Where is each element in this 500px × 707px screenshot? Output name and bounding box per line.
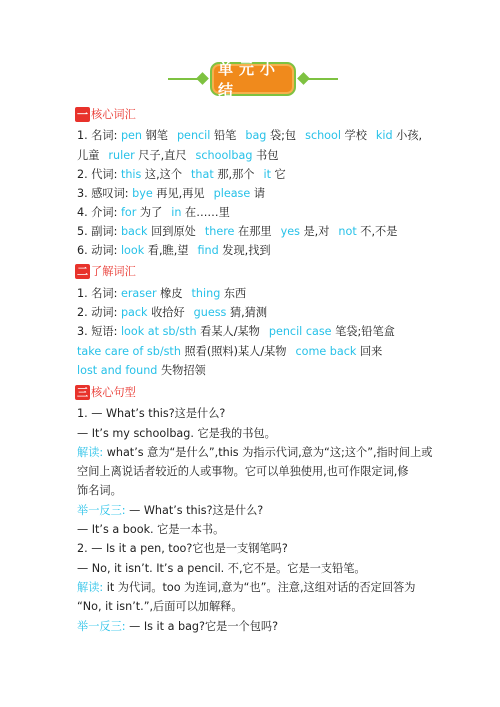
section-title: 了解词汇 <box>91 265 136 278</box>
vocab-line: 儿童 ruler 尺子,直尺 schoolbag 书包 <box>77 149 279 162</box>
sentence-line: 饰名词。 <box>77 484 122 497</box>
vocab-line: 2. 代词: this 这,这个 that 那,那个 it 它 <box>77 168 286 181</box>
practice-label: 举一反三: <box>77 620 126 633</box>
section-header-extra-vocab <box>75 263 136 279</box>
vocab-line: 6. 动词: look 看,瞧,望 find 发现,找到 <box>77 244 271 257</box>
explain-label: 解读: <box>77 581 104 594</box>
section-header-core-vocab <box>75 106 136 122</box>
sentence-line: — It’s a book. 它是一本书。 <box>77 523 225 536</box>
vocab-line: lost and found 失物招领 <box>77 364 206 377</box>
sentence-line: 举一反三: — Is it a bag?它是一个包吗? <box>77 620 279 633</box>
banner-title-box <box>210 60 296 99</box>
explain-label: 解读: <box>77 446 104 459</box>
sentence-line: — It’s my schoolbag. 它是我的书包。 <box>77 427 276 440</box>
sentence-line: 1. — What’s this?这是什么? <box>77 407 226 420</box>
sentence-line: 举一反三: — What’s this?这是什么? <box>77 504 264 517</box>
vocab-line: 5. 副词: back 回到原处 there 在那里 yes 是,对 not 不,不是 <box>77 225 398 238</box>
banner-left-diamond-icon <box>196 72 209 85</box>
banner-right-line <box>300 78 338 80</box>
vocab-line: 2. 动词: pack 收拾好 guess 猜,猜测 <box>77 306 268 319</box>
sentence-line: 2. — Is it a pen, too?它也是一支钢笔吗? <box>77 542 288 555</box>
vocab-line: 3. 短语: look at sb/sth 看某人/某物 pencil case 笔袋;铅笔盒 <box>77 325 395 338</box>
sentence-line: 解读: it 为代词。too 为连词,意为“也”。注意,这组对话的否定回答为 <box>77 581 416 594</box>
section-badge: 二 <box>77 265 88 278</box>
vocab-line: 3. 感叹词: bye 再见,再见 please 请 <box>77 187 266 200</box>
vocab-line: 1. 名词: eraser 橡皮 thing 东西 <box>77 287 247 300</box>
vocab-line: 4. 介词: for 为了 in 在……里 <box>77 206 230 219</box>
sentence-line: 空间上离说话者较近的人或事物。它可以单独使用,也可作限定词,修 <box>77 465 409 478</box>
sentence-line: “No, it isn’t.”,后面可以加解释。 <box>77 600 243 613</box>
sentence-line: — No, it isn’t. It’s a pencil. 不,它不是。它是一支铅笔。 <box>77 562 366 575</box>
section-header-core-sentences <box>75 384 136 400</box>
page-title: 单元小结 <box>218 60 282 99</box>
vocab-line: 1. 名词: pen 钢笔 pencil 铅笔 bag 袋;包 school 学校 kid 小孩, <box>77 129 423 142</box>
section-badge: 一 <box>77 108 88 121</box>
vocab-line: take care of sb/sth 照看(照料)某人/某物 come back 回来 <box>77 345 383 358</box>
practice-label: 举一反三: <box>77 504 126 517</box>
sentence-line: 解读: what’s 意为“是什么”,this 为指示代词,意为“这;这个”,指时间上或 <box>77 446 433 459</box>
section-title: 核心词汇 <box>91 108 136 121</box>
section-title: 核心句型 <box>91 386 136 399</box>
section-badge: 三 <box>77 386 88 399</box>
unit-summary-banner <box>168 60 338 99</box>
